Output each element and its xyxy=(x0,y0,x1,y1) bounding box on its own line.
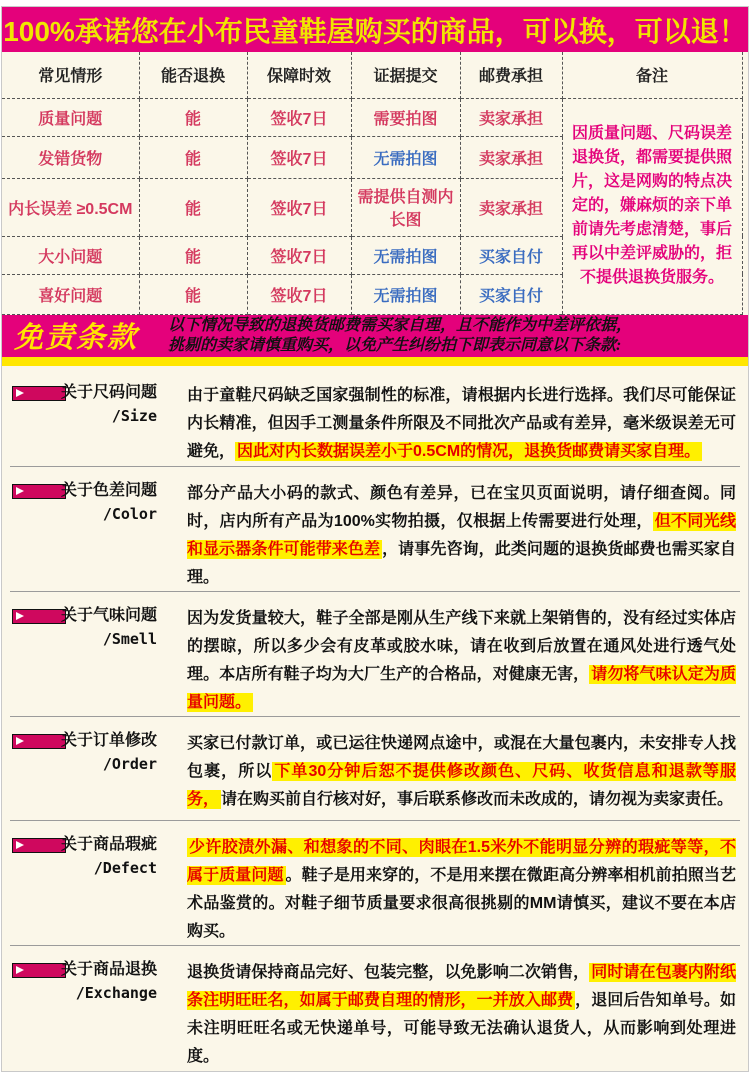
body-text: 因为发货量较大，鞋子全部是刚从生产线下来就上架销售的，没有经过实体店的摆晾，所以多少会有皮革或胶水味，请在收到后放置在通风处进行透气处理。本店所有鞋子均为大厂生产的合格品，对健康无害， xyxy=(187,609,736,683)
table-cell: 签收7日 xyxy=(247,136,351,178)
flag-triangle xyxy=(16,389,24,397)
table-cell: 无需拍图 xyxy=(351,274,460,314)
highlighted-text: 下单30分钟后恕不提供修改颜色、尺码、收货信息和退款等服务， xyxy=(187,762,736,808)
disclaimer-line-2: 挑剔的卖家请慎重购买，以免产生纠纷拍下即表示同意以下条款: xyxy=(168,336,622,354)
highlighted-text: 请勿将气味认定为质量问题。 xyxy=(187,665,736,711)
section-label xyxy=(42,959,157,1005)
body-text: 买家已付款订单，或已运往快递网点途中，或混在大量包裹内，未安排专人找包裹，所以 xyxy=(187,734,736,780)
section-body xyxy=(187,730,736,814)
body-text: ，请事先咨询，此类问题的退换货邮费也需买家自理。 xyxy=(187,540,736,586)
highlighted-text: 但不同光线和显示器条件可能带来色差 xyxy=(187,512,736,558)
sections xyxy=(2,366,748,1071)
table-cell: 大小问题 xyxy=(2,236,139,274)
section-body xyxy=(187,959,736,1071)
section-body xyxy=(187,382,736,466)
header-cell: 能否退换 xyxy=(139,52,247,98)
section-label xyxy=(42,605,157,651)
section-title: 关于气味问题 xyxy=(60,606,157,624)
table-cell: 签收7日 xyxy=(247,236,351,274)
flag-triangle xyxy=(16,612,24,620)
flag-triangle xyxy=(16,487,24,495)
body-text: 部分产品大小码的款式、颜色有差异，已在宝贝页面说明，请仔细查阅。同时，店内所有产品为100%实物拍摄，仅根据上传需要进行处理， xyxy=(187,484,736,530)
section-subtitle: /Order xyxy=(102,754,157,773)
table-cell: 无需拍图 xyxy=(351,136,460,178)
section-title: 关于商品瑕疵 xyxy=(60,835,157,853)
disclaimer-text xyxy=(168,316,632,356)
body-text: 由于童鞋尺码缺乏国家强制性的标准，请根据内长进行选择。我们尽可能保证内长精准，但因手工测量条件所限及不同批次产品或有差异，毫米级误差无可避免， xyxy=(187,386,736,460)
section-subtitle: /Smell xyxy=(102,629,157,648)
section-subtitle: /Defect xyxy=(93,858,157,877)
disclaimer-title: 免责条款 xyxy=(14,322,139,354)
table-cell: 能 xyxy=(139,136,247,178)
table-cell: 能 xyxy=(139,236,247,274)
section-title: 关于商品退换 xyxy=(60,960,157,978)
body-text: 。鞋子是用来穿的，不是用来摆在微距高分辨率相机前拍照当艺术品鉴赏的。对鞋子细节质量要求很高很挑剔的MM请慎买，建议不要在本店购买。 xyxy=(187,866,736,940)
table-cell: 无需拍图 xyxy=(351,236,460,274)
disclaimer-banner xyxy=(2,315,748,357)
promise-text: 100%承诺您在小布民童鞋屋购买的商品，可以换，可以退！ xyxy=(3,15,747,47)
header-cell: 保障时效 xyxy=(247,52,351,98)
section-subtitle: /Color xyxy=(102,504,157,523)
table-cell: 能 xyxy=(139,178,247,236)
table-cell: 卖家承担 xyxy=(460,98,562,136)
section-label xyxy=(42,382,157,428)
body-text: 退换货请保持商品完好、包装完整，以免影响二次销售， xyxy=(187,963,590,981)
section-title: 关于订单修改 xyxy=(60,731,157,749)
section-subtitle: /Size xyxy=(111,406,157,425)
flag-triangle xyxy=(16,966,24,974)
table-cell: 需要拍图 xyxy=(351,98,460,136)
table-cell: 发错货物 xyxy=(2,136,139,178)
section-size xyxy=(2,369,748,467)
body-text: 请在购买前自行核对好，事后联系修改而未改成的，请勿视为卖家责任。 xyxy=(221,790,734,808)
section-label xyxy=(42,730,157,776)
highlighted-text: 因此对内长数据误差小于0.5CM的情况，退换货邮费请买家自理。 xyxy=(237,442,701,460)
section-exchange xyxy=(2,946,748,1071)
highlighted-text: 同时请在包裹内附纸条注明旺旺名，如属于邮费自理的情形，一并放入邮费 xyxy=(187,963,736,1009)
table-cell: 买家自付 xyxy=(460,236,562,274)
body-text: ，退回后告知单号。如未注明旺旺名或无快递单号，可能导致无法确认退货人，从而影响到处理进度。 xyxy=(187,991,736,1065)
policy-table xyxy=(2,52,743,315)
table-cell: 内长误差 ≥0.5CM xyxy=(2,178,139,236)
policy-page xyxy=(1,6,749,1072)
table-cell: 签收7日 xyxy=(247,98,351,136)
section-body xyxy=(187,605,736,717)
table-cell: 签收7日 xyxy=(247,178,351,236)
section-label xyxy=(42,834,157,880)
flag-triangle xyxy=(16,737,24,745)
table-cell: 买家自付 xyxy=(460,274,562,314)
section-body xyxy=(187,480,736,592)
table-cell: 卖家承担 xyxy=(460,178,562,236)
top-banner xyxy=(2,7,748,52)
section-order xyxy=(2,717,748,821)
table-cell: 能 xyxy=(139,274,247,314)
highlighted-text: 少许胶渍外漏、和想象的不同、肉眼在1.5米外不能明显分辨的瑕疵等等，不属于质量问题 xyxy=(187,838,736,884)
section-title: 关于尺码问题 xyxy=(60,383,157,401)
table-cell: 需提供自测内长图 xyxy=(351,178,460,236)
policy-table-body xyxy=(2,98,742,314)
remark-cell: 因质量问题、尺码误差退换货，都需要提供照片，这是网购的特点决定的，嫌麻烦的亲下单前请先考虑清楚，事后再以中差评威胁的，拒不提供退换货服务。 xyxy=(562,98,742,314)
table-cell: 质量问题 xyxy=(2,98,139,136)
table-header-row xyxy=(2,52,742,98)
section-body xyxy=(187,834,736,946)
table-cell: 能 xyxy=(139,98,247,136)
flag-triangle xyxy=(16,841,24,849)
section-smell xyxy=(2,592,748,717)
header-cell: 常见情形 xyxy=(2,52,139,98)
header-cell: 备注 xyxy=(562,52,742,98)
section-subtitle: /Exchange xyxy=(75,983,157,1002)
section-title: 关于色差问题 xyxy=(60,481,157,499)
table-row xyxy=(2,98,742,136)
disclaimer-line-1: 以下情况导致的退换货邮费需买家自理，且不能作为中差评依据， xyxy=(168,316,633,334)
table-cell: 喜好问题 xyxy=(2,274,139,314)
section-defect xyxy=(2,821,748,946)
header-cell: 邮费承担 xyxy=(460,52,562,98)
yellow-divider xyxy=(2,357,748,366)
table-cell: 卖家承担 xyxy=(460,136,562,178)
section-color xyxy=(2,467,748,592)
table-cell: 签收7日 xyxy=(247,274,351,314)
header-cell: 证据提交 xyxy=(351,52,460,98)
section-label xyxy=(42,480,157,526)
